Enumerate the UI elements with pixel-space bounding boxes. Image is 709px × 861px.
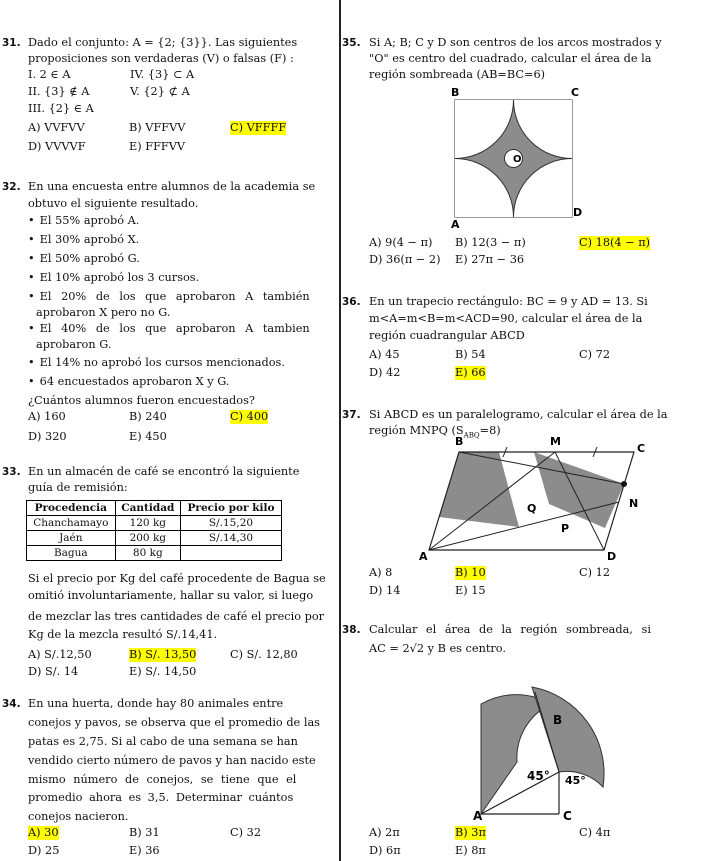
question-text: conejos nacieron. <box>28 810 129 823</box>
question-text: vendido cierto número de pavos y han nacido este <box>28 754 316 767</box>
bullet-item: • El 50% aprobó G. <box>28 252 140 266</box>
squares-arcs-figure <box>447 84 582 229</box>
table-header-row <box>27 501 282 516</box>
question-number: 35. <box>342 37 361 49</box>
question-text: En una huerta, donde hay 80 animales entre <box>28 697 284 710</box>
bullet-item: • El 30% aprobó X. <box>28 233 139 247</box>
table-row <box>27 516 282 531</box>
option-d[interactable]: D) VVVVF <box>28 140 86 153</box>
table-cell: 80 kg <box>115 546 180 561</box>
option-d[interactable]: D) 42 <box>369 366 401 379</box>
option-d[interactable]: D) 6π <box>369 844 401 857</box>
option-b-answer[interactable]: B) 3π <box>455 826 486 839</box>
question-number: 37. <box>342 409 361 421</box>
question-stem: guía de remisión: <box>28 481 128 494</box>
question-number: 31. <box>2 37 21 49</box>
option-b[interactable]: B) 240 <box>129 410 167 423</box>
option-a[interactable]: A) 45 <box>369 348 400 361</box>
option-a[interactable]: A) 2π <box>369 826 400 839</box>
point-q <box>621 481 627 487</box>
bullet-continuation: aprobaron X pero no G. <box>36 306 171 319</box>
option-e[interactable]: E) 450 <box>129 430 167 443</box>
question-stem: proposiciones son verdaderas (V) o falsas (F) : <box>28 52 294 65</box>
question-stem: Calcular el área de la región sombreada, si <box>369 623 651 636</box>
sector-figure <box>417 662 607 820</box>
proposition: I. 2 ∈ A <box>28 68 71 81</box>
option-a[interactable]: A) 9(4 − π) <box>369 236 433 249</box>
table-cell: S/.14,30 <box>180 531 281 546</box>
label-q: Q <box>527 502 537 515</box>
label-a: A <box>473 809 483 820</box>
option-c[interactable]: C) 72 <box>579 348 611 361</box>
table-row <box>27 546 282 561</box>
label-d: D <box>607 550 617 563</box>
proposition: II. {3} ∉ A <box>28 85 90 98</box>
question-text: patas es 2,75. Si al cabo de una semana se han <box>28 735 298 748</box>
option-e[interactable]: E) 27π − 36 <box>455 253 525 266</box>
label-c: C <box>571 86 580 99</box>
table-header: Cantidad <box>115 501 180 516</box>
question-stem: En un almacén de café se encontró la siguiente <box>28 465 300 478</box>
angle-label: 45° <box>527 769 550 783</box>
proposition: V. {2} ⊄ A <box>130 85 190 98</box>
bullet-continuation: aprobaron G. <box>36 338 112 351</box>
bullet-item: • El 10% aprobó los 3 cursos. <box>28 271 199 285</box>
option-d[interactable]: D) 36(π − 2) <box>369 253 441 266</box>
left-column <box>0 0 340 861</box>
question-stem: m<A=m<B=m<ACD=90, calcular el área de la <box>369 312 643 325</box>
question-text: promedio ahora es 3,5. Determinar cuántos <box>28 791 294 804</box>
label-b: B <box>455 435 464 448</box>
table-cell: 200 kg <box>115 531 180 546</box>
question-number: 33. <box>2 466 21 478</box>
table-cell: 120 kg <box>115 516 180 531</box>
option-a[interactable]: A) 160 <box>28 410 66 423</box>
question-number: 34. <box>2 698 21 710</box>
label-b: B <box>451 86 460 99</box>
question-stem: "O" es centro del cuadrado, calcular el área de la <box>369 52 652 65</box>
shaded-region-right <box>534 452 624 528</box>
parallelogram-figure <box>409 432 649 567</box>
label-n: N <box>629 497 639 510</box>
bullet-item: • El 55% aprobó A. <box>28 214 139 228</box>
option-c-answer[interactable]: C) VFFFF <box>230 121 287 134</box>
question-text: mismo número de conejos, se tiene que el <box>28 773 297 786</box>
option-b-answer[interactable]: B) S/. 13,50 <box>129 648 197 661</box>
option-b-answer[interactable]: B) 10 <box>455 566 486 579</box>
label-a: A <box>451 218 460 229</box>
option-b[interactable]: B) 12(3 − π) <box>455 236 526 249</box>
proposition: IV. {3} ⊂ A <box>130 68 195 81</box>
question-text: conejos y pavos, se observa que el promedio de las <box>28 716 320 729</box>
question-number: 32. <box>2 181 21 193</box>
angle-label: 45° <box>565 774 586 787</box>
option-c[interactable]: C) 32 <box>230 826 262 839</box>
label-d: D <box>573 206 582 219</box>
option-e[interactable]: E) 15 <box>455 584 486 597</box>
question-stem: Si A; B; C y D son centros de los arcos mostrados y <box>369 36 662 49</box>
table-cell: Bagua <box>27 546 116 561</box>
label-c: C <box>637 442 646 455</box>
option-c[interactable]: C) 12 <box>579 566 611 579</box>
question-stem: región sombreada (AB=BC=6) <box>369 68 546 81</box>
label-p: P <box>561 522 570 535</box>
question-stem: región MNPQ $(S_{ABQ}=8)$ <box>369 424 501 440</box>
option-e-answer[interactable]: E) 66 <box>455 366 486 379</box>
option-e[interactable]: E) S/. 14,50 <box>129 665 197 678</box>
option-c-answer[interactable]: C) 18(4 − π) <box>579 236 651 249</box>
question-stem: En una encuesta entre alumnos de la academia se <box>28 180 316 193</box>
table-cell: S/.15,20 <box>180 516 281 531</box>
label-o: O <box>513 154 522 165</box>
question-number: 38. <box>342 624 361 636</box>
table-header: Precio por kilo <box>180 501 281 516</box>
option-a-answer[interactable]: A) 30 <box>28 826 59 839</box>
question-text: omitió involuntariamente, hallar su valor, si luego <box>28 589 314 602</box>
question-stem: AC = 2√2 y B es centro. <box>369 642 506 655</box>
option-e[interactable]: E) 8π <box>455 844 486 857</box>
question-stem: región cuadrangular ABCD <box>369 329 525 342</box>
question-stem: En un trapecio rectángulo: BC = 9 y AD = 13. Si <box>369 295 648 308</box>
option-c[interactable]: C) 4π <box>579 826 611 839</box>
question-text: de mezclar las tres cantidades de café el precio por <box>28 610 325 623</box>
question-prompt: ¿Cuántos alumnos fueron encuestados? <box>28 394 255 407</box>
label-c: C <box>563 809 572 820</box>
question-text: Si el precio por Kg del café procedente de Bagua se <box>28 572 326 585</box>
proposition: III. {2} ∈ A <box>28 102 94 115</box>
option-d[interactable]: D) 25 <box>28 844 60 857</box>
bullet-item: • El 14% no aprobó los cursos mencionados. <box>28 356 285 370</box>
option-b[interactable]: B) 31 <box>129 826 160 839</box>
option-e[interactable]: E) 36 <box>129 844 160 857</box>
label-b: B <box>553 713 563 727</box>
option-a[interactable]: A) 8 <box>369 566 393 579</box>
label-a: A <box>419 550 428 563</box>
option-d[interactable]: D) S/. 14 <box>28 665 79 678</box>
table-row <box>27 531 282 546</box>
option-b[interactable]: B) 54 <box>455 348 486 361</box>
option-d[interactable]: D) 14 <box>369 584 401 597</box>
bullet-item: • 64 encuestados aprobaron X y G. <box>28 375 229 389</box>
question-stem: Dado el conjunto: A = {2; {3}}. Las siguientes <box>28 36 298 49</box>
question-text: Kg de la mezcla resultó S/.14,41. <box>28 628 218 641</box>
option-a[interactable]: A) VVFVV <box>28 121 85 134</box>
table-header: Procedencia <box>27 501 116 516</box>
option-a[interactable]: A) S/.12,50 <box>28 648 92 661</box>
bullet-item: • El 40% de los que aprobaron A tambien <box>28 322 310 336</box>
remission-table <box>26 500 282 561</box>
table-cell <box>180 546 281 561</box>
option-b[interactable]: B) VFFVV <box>129 121 186 134</box>
question-number: 36. <box>342 296 361 308</box>
question-stem: Si ABCD es un paralelogramo, calcular el área de la <box>369 408 668 421</box>
table-cell: Chanchamayo <box>27 516 116 531</box>
bullet-item: • El 20% de los que aprobaron A también <box>28 290 310 304</box>
option-c-answer[interactable]: C) 400 <box>230 410 269 423</box>
option-d[interactable]: D) 320 <box>28 430 67 443</box>
right-column <box>342 0 709 861</box>
question-stem: obtuvo el siguiente resultado. <box>28 197 199 210</box>
table-cell: Jaén <box>27 531 116 546</box>
option-c[interactable]: C) S/. 12,80 <box>230 648 298 661</box>
option-e[interactable]: E) FFFVV <box>129 140 186 153</box>
label-m: M <box>550 435 561 448</box>
